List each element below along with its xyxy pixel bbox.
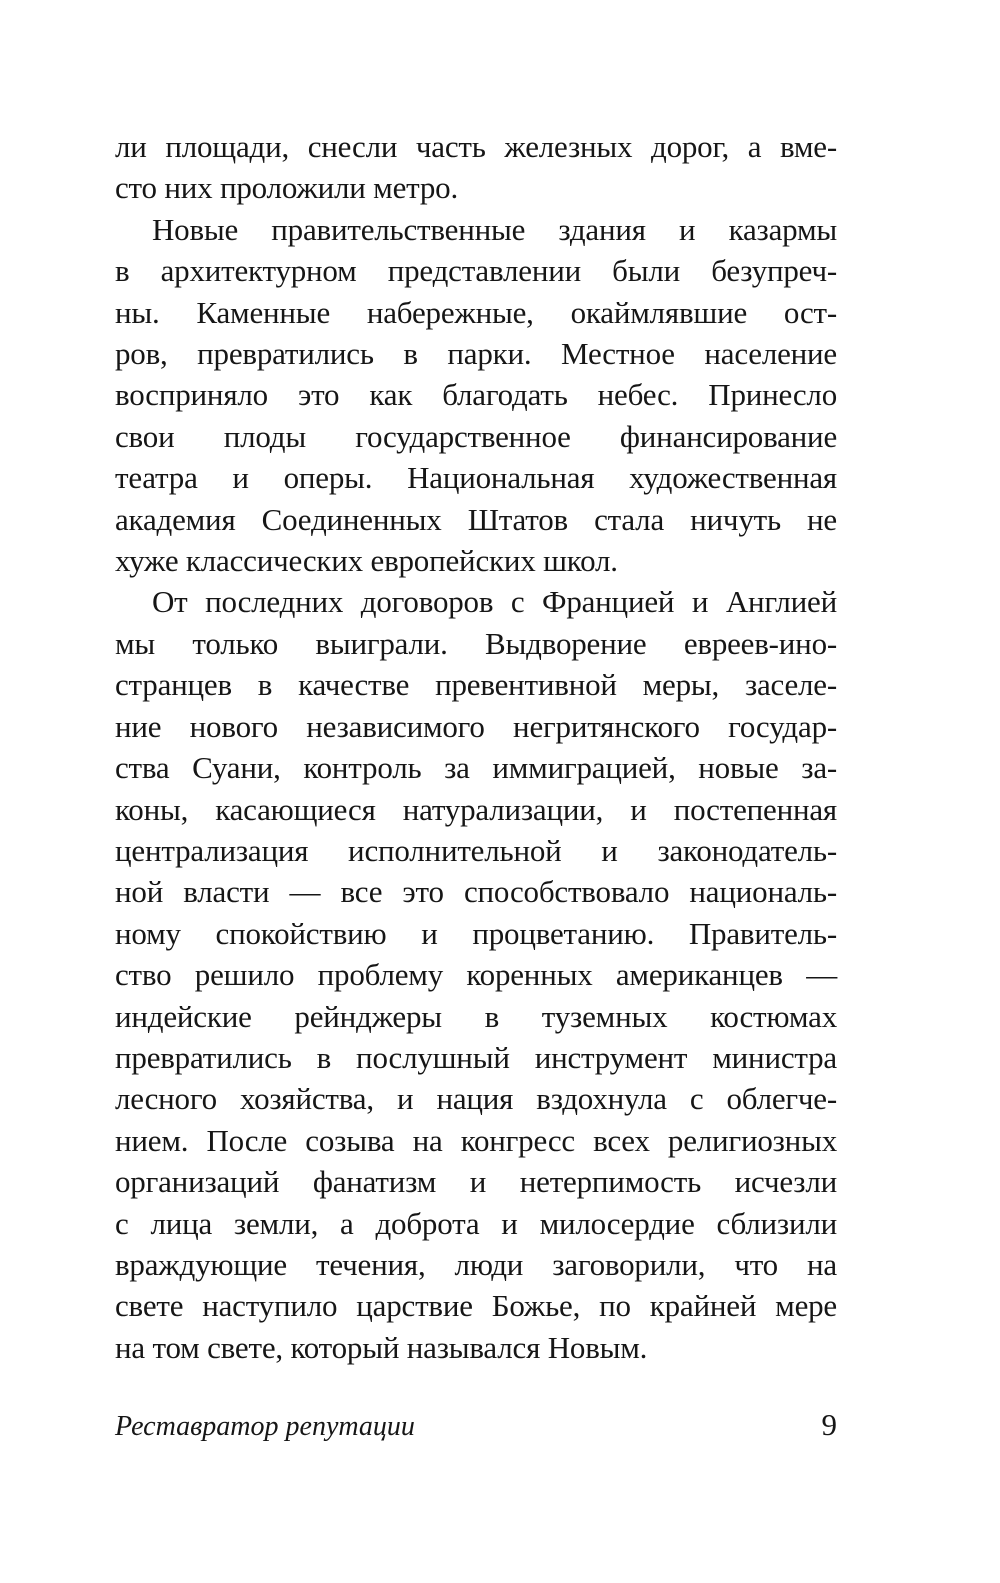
text-line: лесного хозяйства, и нация вздохнула с облегче-	[115, 1081, 837, 1117]
text-line: ной власти — все это способствовало националь-	[115, 874, 837, 910]
text-line: хуже классических европейских школ.	[115, 543, 618, 579]
text-line: ны. Каменные набережные, окаймлявшие ост-	[115, 294, 837, 330]
text-line: ров, превратились в парки. Местное население	[115, 336, 837, 372]
text-line: ние нового независимого негритянского государ-	[115, 708, 837, 744]
text-line: мы только выиграли. Выдворение евреев-ино-	[115, 625, 837, 661]
text-line: централизация исполнительной и законодатель-	[115, 832, 837, 868]
running-title: Реставратор репутации	[115, 1411, 415, 1442]
text-line: нием. После созыва на конгресс всех религиозных	[115, 1122, 837, 1158]
text-line: свои плоды государственное финансирование	[115, 418, 837, 454]
text-line: организаций фанатизм и нетерпимость исчезли	[115, 1164, 837, 1200]
page-footer	[115, 1405, 837, 1447]
text-line: в архитектурном представлении были безупреч-	[115, 253, 837, 289]
body-text	[115, 126, 837, 1368]
text-line: ли площади, снесли часть железных дорог, а вме-	[115, 129, 837, 164]
text-line: театра и оперы. Национальная художественная	[115, 460, 837, 496]
text-line: восприняло это как благодать небес. Принесло	[115, 377, 837, 413]
text-line: на том свете, который назывался Новым.	[115, 1329, 648, 1365]
page-number: 9	[821, 1407, 837, 1442]
text-line: ному спокойствию и процветанию. Правитель-	[115, 915, 837, 951]
text-line: индейские рейнджеры в туземных костюмах	[115, 998, 837, 1034]
text-line: академия Соединенных Штатов стала ничуть не	[115, 501, 837, 537]
text-line: коны, касающиеся натурализации, и постепенная	[115, 791, 837, 827]
text-line: превратились в послушный инструмент министра	[115, 1039, 837, 1075]
text-line: сто них проложили метро.	[115, 170, 459, 206]
text-line: враждующие течения, люди заговорили, что на	[115, 1246, 837, 1282]
text-line: ства Суани, контроль за иммиграцией, новые за-	[115, 750, 837, 786]
text-line: свете наступило царствие Божье, по крайней мере	[115, 1288, 837, 1324]
text-line: странцев в качестве превентивной меры, заселе-	[115, 667, 837, 703]
text-line: с лица земли, а доброта и милосердие сблизили	[115, 1205, 837, 1241]
text-line: ство решило проблему коренных американцев —	[115, 957, 837, 993]
text-line: Новые правительственные здания и казармы	[152, 211, 837, 247]
text-line: От последних договоров с Францией и Англией	[152, 584, 837, 620]
